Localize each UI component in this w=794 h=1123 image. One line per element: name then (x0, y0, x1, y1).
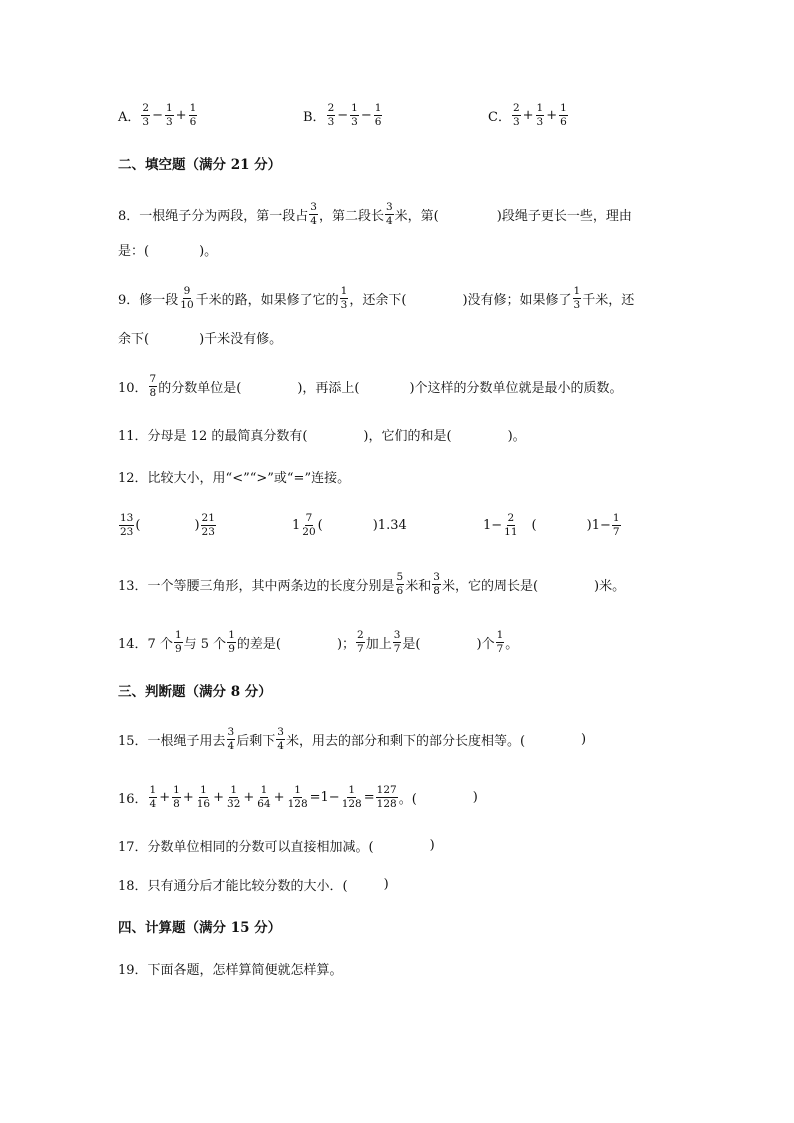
fraction: 7 8 (149, 372, 157, 399)
fraction: 9 10 (180, 284, 194, 311)
fraction: $\frac{1}{64}$ (257, 783, 271, 810)
question-19: 19．下面各题，怎样算简便就怎样算。 (118, 962, 343, 978)
section-heading: 二、填空题（满分 21 分） (118, 157, 282, 173)
fraction: $\frac{1}{3}$ (536, 101, 544, 128)
question-8-line2: 是：( )。 (118, 243, 218, 259)
compare-3: 1− $\frac{2}{11}$ ( )1− $\frac{1}{7}$ (483, 511, 620, 538)
fraction: $\frac{1}{8}$ (173, 783, 180, 810)
option-c: C． 2 3 + $\frac{1}{3}$ + $\frac{1}{6}$ (488, 101, 567, 128)
fraction: 1 4 (149, 783, 157, 810)
fraction: 13 23 (120, 511, 134, 538)
question-8: 8．一根绳子分为两段，第一段占 3 4 ，第二段长 3 4 米，第( )段绳子更长一些，理由 (118, 200, 632, 227)
fraction: 5 6 (396, 570, 404, 597)
option-b-label: B． (303, 109, 326, 125)
fraction: 3 4 (310, 200, 317, 227)
question-13: 13．一个等腰三角形，其中两条边的长度分别是 5 6 米和 3 8 米，它的周长是( )米。 (118, 570, 626, 597)
fraction: $\frac{1}{128}$ (287, 783, 308, 810)
fraction: 1 3 (573, 284, 581, 311)
question-11: 11．分母是 12 的最简真分数有( )，它们的和是( )。 (118, 428, 526, 444)
fraction: 3 4 (385, 200, 393, 227)
fraction: $\frac{1}{16}$ (196, 783, 211, 810)
fraction: $\frac{1}{6}$ (560, 101, 567, 128)
question-10: 10． 7 8 的分数单位是( )，再添上( )个这样的分数单位就是最小的质数。 (118, 372, 623, 399)
fraction: 3 8 (433, 570, 440, 597)
compare-1: 13 23 ( ) 21 23 (120, 511, 215, 538)
fraction: $\frac{1}{6}$ (374, 101, 382, 128)
fraction: 2 3 (327, 101, 335, 128)
question-14: 14．7 个 1 9 与 5 个 1 9 的差是( )； 2 7 加上 3 7 是( )个 1 7 。 (118, 628, 519, 655)
fraction: 2 3 (142, 101, 150, 128)
fraction: $\frac{2}{11}$ (504, 511, 518, 538)
fraction: $\frac{1}{6}$ (189, 101, 197, 128)
question-18: 18．只有通分后才能比较分数的大小．( ) (118, 876, 389, 894)
fraction: 2 3 (512, 101, 520, 128)
fraction: 21 23 (201, 511, 215, 538)
fraction: $\frac{1}{128}$ (341, 783, 362, 810)
fraction: 3 4 (227, 725, 235, 752)
fraction: $\frac{1}{7}$ (612, 511, 620, 538)
section-heading: 四、计算题（满分 15 分） (118, 920, 282, 936)
fraction: $\frac{1}{3}$ (165, 101, 173, 128)
fraction: 1 9 (174, 628, 182, 655)
fraction: 7 20 (302, 511, 316, 538)
section-heading: 三、判断题（满分 8 分） (118, 684, 272, 700)
option-b: B． 2 3 − $\frac{1}{3}$ − $\frac{1}{6}$ (303, 101, 382, 128)
question-9: 9．修一段 9 10 千米的路，如果修了它的 1 3 ，还余下( )没有修；如果修了 1 3 千米，还 (118, 284, 635, 311)
question-9-line2: 余下( )千米没有修。 (118, 331, 283, 347)
fraction: $\frac{1}{32}$ (227, 783, 241, 810)
fraction: 1 7 (496, 628, 504, 655)
question-16: 16． 1 4 + $\frac{1}{8}$ + $\frac{1}{16}$ + $\frac{1}{32}$ + $\frac{1}{64}$ + $\frac{1}{128}$ =1− $\frac{1}{128}$ = $\frac{127}{128}$ 。( ) (118, 783, 478, 810)
fraction: 1 9 (228, 628, 235, 655)
fraction: 1 3 (340, 284, 348, 311)
compare-2: 1 7 20 ( )1.34 (292, 511, 407, 538)
option-c-label: C． (488, 109, 511, 125)
option-a: A． 2 3 − $\frac{1}{3}$ + $\frac{1}{6}$ (118, 101, 197, 128)
fraction: 3 4 (277, 725, 284, 752)
fraction: $\frac{1}{3}$ (351, 101, 358, 128)
option-a-label: A． (118, 109, 141, 125)
fraction: 3 7 (393, 628, 401, 655)
question-15: 15．一根绳子用去 3 4 后剩下 3 4 米，用去的部分和剩下的部分长度相等。( ) (118, 725, 587, 752)
fraction: $\frac{127}{128}$ (376, 783, 397, 810)
question-17: 17．分数单位相同的分数可以直接相加减。( ) (118, 837, 435, 855)
fraction: 2 7 (357, 628, 364, 655)
question-12: 12．比较大小，用“<”“>”或“=”连接。 (118, 470, 351, 486)
